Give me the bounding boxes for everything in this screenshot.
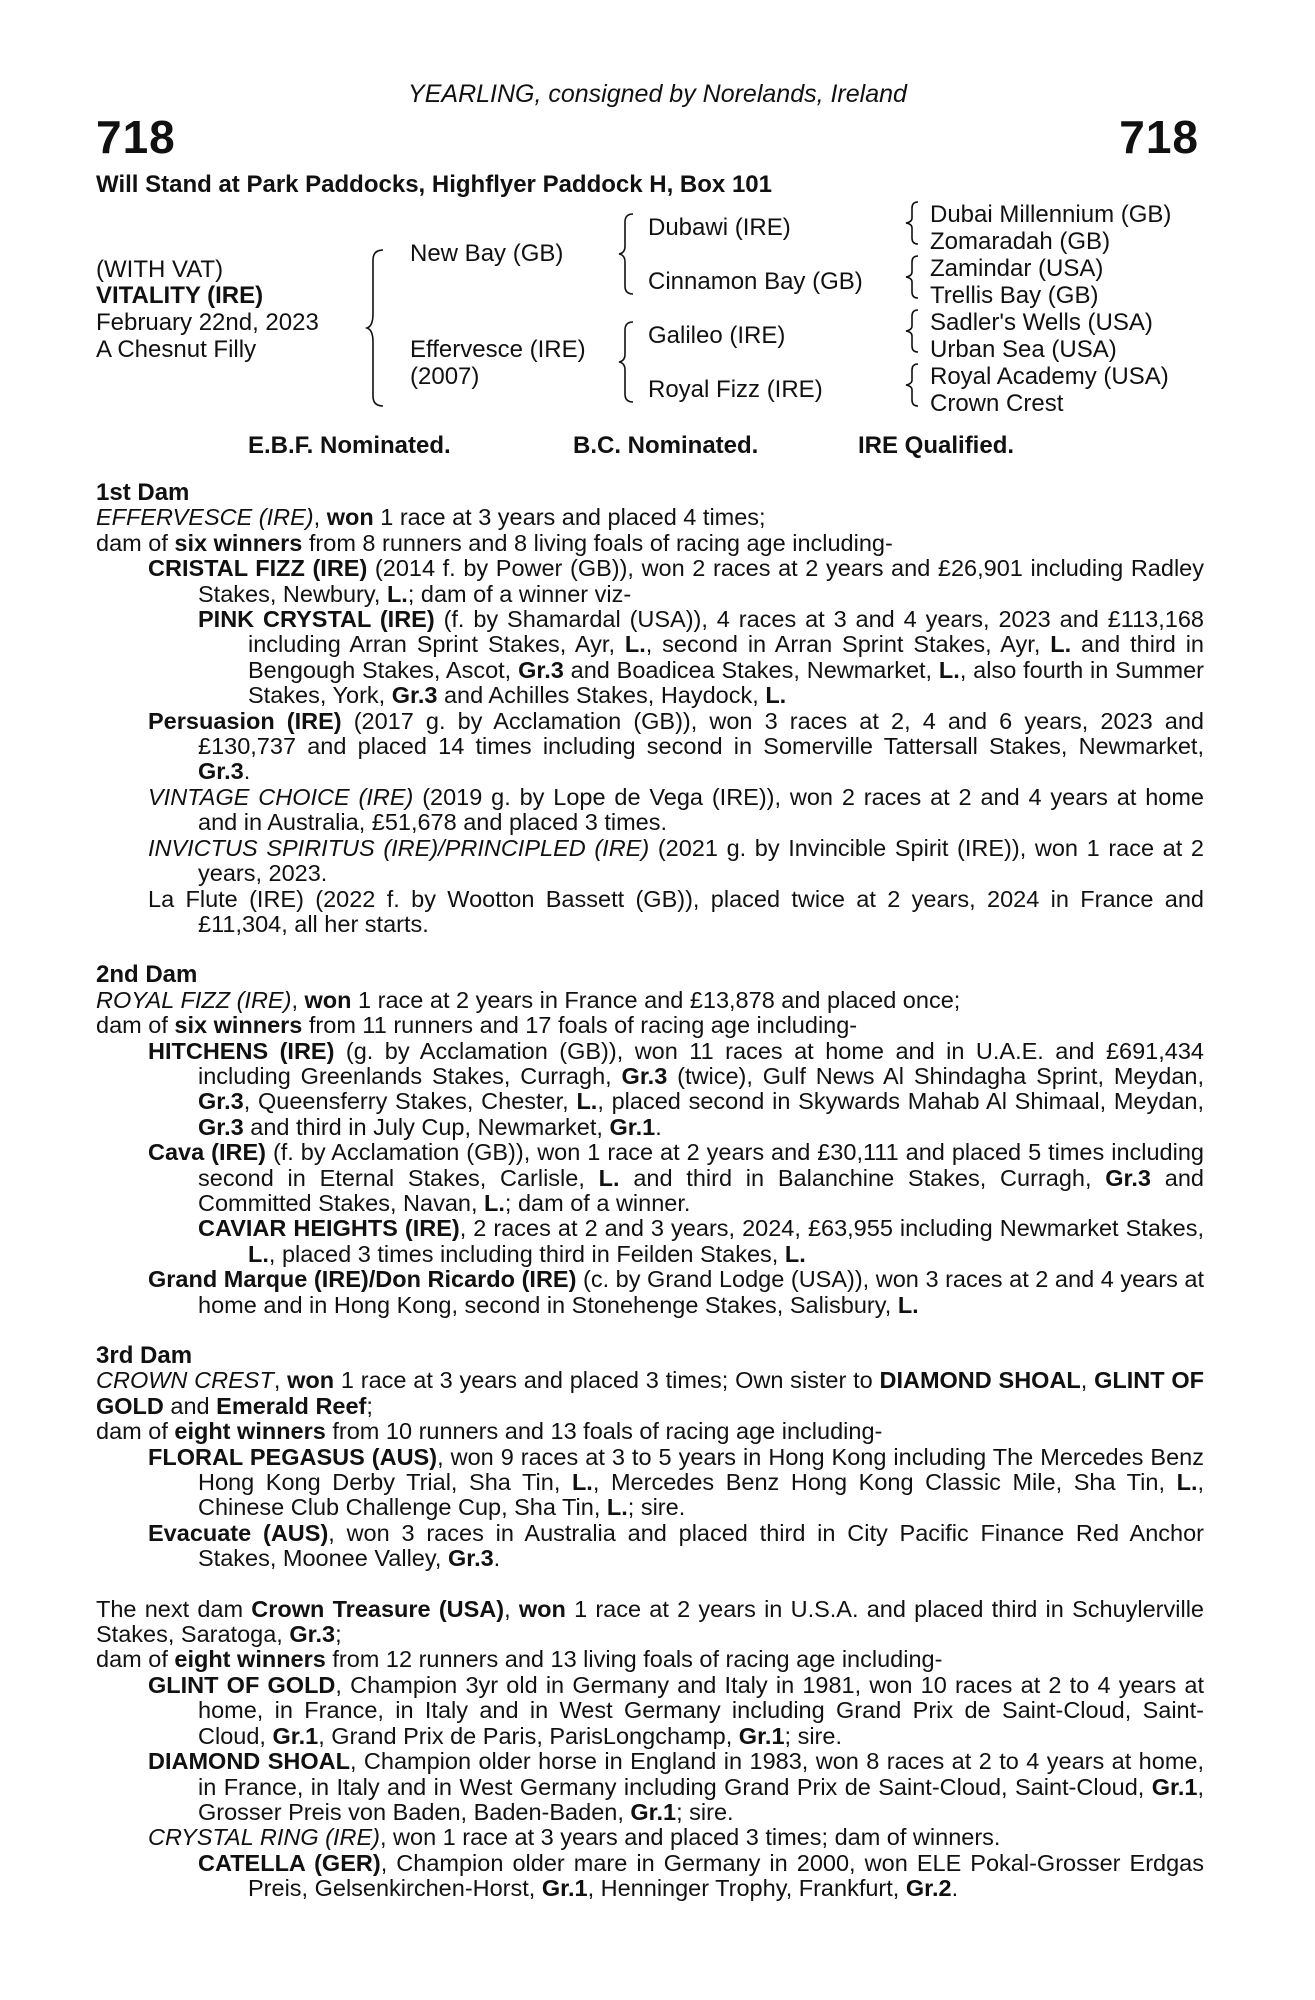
granddam-6: Urban Sea (USA): [930, 336, 1117, 363]
grandsire-1: Dubai Millennium (GB): [930, 201, 1172, 228]
ebf-nomination: E.B.F. Nominated.: [248, 432, 451, 459]
text-run: ; dam of a winner viz-: [407, 580, 632, 607]
sire-dam: Cinnamon Bay (GB): [648, 268, 863, 295]
pedigree-entry: [96, 1267, 1204, 1318]
text-run: Gr.3: [621, 1062, 668, 1089]
pedigree-entry: [96, 1419, 1204, 1444]
text-run: ;: [335, 1621, 342, 1648]
text-run: , 2 races at 2 and 3 years, 2024, £63,955 including Newmarket Stakes,: [459, 1215, 1204, 1242]
text-run: (c. by Grand Lodge (USA)), won 3 races at 2 and 4 years at home and in Hong Kong, second in Stonehenge Stakes, Salisbury,: [198, 1266, 1204, 1318]
text-run: L.: [484, 1189, 505, 1216]
text-run: Persuasion (IRE): [148, 707, 342, 734]
text-run: Cava (IRE): [148, 1139, 266, 1166]
pedigree-entry: [96, 1368, 1204, 1419]
text-run: The next dam: [96, 1595, 252, 1622]
text-run: won: [518, 1595, 566, 1622]
pedigree-entry: [96, 1673, 1204, 1749]
text-run: L.: [386, 580, 408, 607]
pedigree-entry: [96, 607, 1204, 709]
text-run: Gr.3: [198, 758, 244, 785]
text-run: DIAMOND SHOAL: [879, 1367, 1081, 1394]
family-section: [96, 480, 1204, 937]
pedigree-entry: [96, 556, 1204, 607]
grandsire-3: Zamindar (USA): [930, 255, 1104, 282]
text-run: (2021 g. by Invincible Spirit (IRE)), won 1 race at 2 years, 2023.: [198, 834, 1204, 887]
text-run: from 11 runners and 17 foals of racing age including-: [302, 1012, 858, 1039]
text-run: Gr.3: [1105, 1164, 1151, 1191]
text-run: ; sire.: [676, 1798, 734, 1825]
text-run: Gr.3: [289, 1621, 336, 1648]
text-run: CRISTAL FIZZ (IRE): [148, 555, 368, 582]
pedigree-entry: [96, 531, 1204, 556]
text-run: PINK CRYSTAL (IRE): [198, 606, 435, 633]
text-run: , Grosser Preis von Baden, Baden-Baden,: [198, 1773, 1204, 1825]
text-run: dam of: [96, 1418, 175, 1445]
dam-pages: [96, 480, 1204, 1927]
text-run: 1 race at 2 years in France and £13,878 and placed once;: [351, 986, 961, 1013]
pedigree-entry: [96, 1445, 1204, 1521]
text-run: , also fourth in Summer Stakes, York,: [248, 656, 1204, 709]
text-run: EFFERVESCE (IRE): [96, 504, 314, 531]
text-run: , Champion 3yr old in Germany and Italy in 1981, won 10 races at 2 to 4 years at home, in France, in Italy and in West Germany including Grand Prix de Saint-Cloud, Saint-Cloud,: [198, 1671, 1204, 1749]
text-run: L.: [1176, 1469, 1198, 1496]
text-run: ,: [313, 504, 327, 531]
text-run: 1 race at 2 years in U.S.A. and placed third in Schuylerville Stakes, Saratoga,: [96, 1595, 1204, 1648]
text-run: L.: [784, 1240, 806, 1267]
text-run: ; dam of a winner.: [504, 1189, 691, 1216]
text-run: Gr.1: [630, 1798, 677, 1825]
text-run: Gr.1: [541, 1875, 588, 1902]
text-run: , won 1 race at 3 years and placed 3 times; dam of winners.: [379, 1824, 1001, 1851]
text-run: .: [951, 1875, 959, 1902]
pedigree-entry: [96, 1647, 1204, 1672]
vat-note: (WITH VAT): [96, 256, 224, 283]
text-run: , Henninger Trophy, Frankfurt,: [587, 1875, 906, 1902]
foaling-date: February 22nd, 2023: [96, 309, 319, 336]
text-run: and: [163, 1392, 217, 1419]
text-run: six winners: [174, 1012, 303, 1039]
text-run: from 10 runners and 13 foals of racing age including-: [325, 1418, 883, 1445]
pedigree-entry: [96, 1597, 1204, 1648]
pedigree-entry: [96, 709, 1204, 785]
text-run: (g. by Acclamation (GB)), won 11 races at home and in U.A.E. and £691,434 including Greenlands Stakes, Curragh,: [198, 1037, 1204, 1089]
text-run: ,: [1080, 1367, 1095, 1394]
granddam-8: Crown Crest: [930, 390, 1064, 417]
section-title: 1st Dam: [96, 479, 190, 506]
dam-foaling-year: (2007): [410, 363, 480, 390]
granddam-4: Trellis Bay (GB): [930, 282, 1099, 309]
text-run: , Champion older horse in England in 1983, won 8 races at 2 to 4 years at home, in France, in Italy and in West Germany including Grand Prix de Saint-Cloud, Saint-Cloud,: [198, 1748, 1204, 1800]
text-run: and third in Balanchine Stakes, Curragh,: [619, 1164, 1106, 1191]
text-run: L.: [765, 682, 787, 709]
text-run: Gr.3: [198, 1088, 244, 1115]
pedigree-entry: [96, 1521, 1204, 1572]
lot-number-left: 718: [96, 111, 176, 163]
dam: Effervesce (IRE): [410, 336, 586, 363]
text-run: HITCHENS (IRE): [148, 1037, 335, 1064]
text-run: VINTAGE CHOICE (IRE): [148, 783, 414, 810]
text-run: , Queensferry Stakes, Chester,: [243, 1088, 577, 1115]
lot-description: A Chesnut Filly: [96, 336, 257, 363]
pedigree-entry: [96, 785, 1204, 836]
text-run: La Flute (IRE) (2022 f. by Wootton Bassett (GB)), placed twice at 2 years, 2024 in France and £11,304, all her starts.: [148, 885, 1204, 937]
text-run: ,: [504, 1595, 519, 1622]
text-run: FLORAL PEGASUS (AUS): [148, 1443, 438, 1470]
text-run: GLINT OF GOLD: [96, 1367, 1205, 1419]
family-section: [96, 962, 1204, 1318]
text-run: dam of: [96, 529, 175, 556]
sire-line-brace: [617, 212, 637, 296]
text-run: L.: [248, 1240, 269, 1267]
text-run: Evacuate (AUS): [148, 1519, 329, 1546]
text-run: (twice), Gulf News Al Shindagha Sprint, Meydan,: [667, 1062, 1204, 1089]
pedigree-entry: [96, 1013, 1204, 1038]
text-run: ,: [291, 986, 305, 1013]
text-run: dam of: [96, 1646, 175, 1673]
text-run: L.: [897, 1291, 919, 1318]
section-title: 3rd Dam: [96, 1342, 193, 1369]
text-run: L.: [576, 1088, 598, 1115]
text-run: and third in Bengough Stakes, Ascot,: [248, 631, 1204, 683]
text-run: and Achilles Stakes, Haydock,: [437, 682, 766, 709]
text-run: , placed second in Skywards Mahab Al Shimaal, Meydan,: [597, 1088, 1204, 1115]
g-brace-3: [904, 308, 922, 354]
sire-dam-brace: [365, 248, 387, 408]
bc-nomination: B.C. Nominated.: [573, 432, 759, 459]
text-run: 1 race at 3 years and placed 4 times;: [373, 504, 766, 531]
text-run: , won 3 races in Australia and placed third in City Pacific Finance Red Anchor Stakes, Moonee Valley,: [198, 1519, 1204, 1572]
text-run: , Mercedes Benz Hong Kong Classic Mile, Sha Tin,: [592, 1469, 1177, 1496]
text-run: (2019 g. by Lope de Vega (IRE)), won 2 races at 2 and 4 years at home and in Australia, £51,678 and placed 3 times.: [198, 783, 1204, 836]
text-run: CROWN CREST: [96, 1367, 274, 1394]
text-run: won: [287, 1367, 335, 1394]
text-run: ; sire.: [784, 1722, 842, 1749]
text-run: from 8 runners and 8 living foals of racing age including-: [302, 529, 893, 556]
grandsire-7: Royal Academy (USA): [930, 363, 1169, 390]
ire-qualification: IRE Qualified.: [858, 432, 1015, 459]
text-run: six winners: [174, 529, 303, 556]
text-run: CAVIAR HEIGHTS (IRE): [198, 1215, 460, 1242]
text-run: eight winners: [174, 1418, 326, 1445]
text-run: L.: [571, 1469, 593, 1496]
text-run: , Champion older mare in Germany in 2000, won ELE Pokal-Grosser Erdgas Preis, Gelsenkirchen-Horst,: [248, 1849, 1204, 1902]
text-run: won: [304, 986, 352, 1013]
text-run: ROYAL FIZZ (IRE): [96, 986, 292, 1013]
pedigree-entry: [96, 1851, 1204, 1902]
text-run: Gr.3: [447, 1545, 494, 1572]
text-run: (2017 g. by Acclamation (GB)), won 3 races at 2, 4 and 6 years, 2023 and £130,737 and placed 14 times including second in Somerville Tattersall Stakes, Newmarket,: [198, 707, 1205, 760]
pedigree-entry: [96, 1216, 1204, 1267]
pedigree-entry: [96, 1825, 1204, 1850]
text-run: (2014 f. by Power (GB)), won 2 races at 2 years and £26,901 including Radley Stakes, Newbury,: [198, 555, 1204, 607]
text-run: , won 9 races at 3 to 5 years in Hong Kong including The Mercedes Benz Hong Kong Derby Trial, Sha Tin,: [198, 1443, 1204, 1496]
g-brace-4: [904, 362, 922, 408]
pedigree-entry: [96, 836, 1204, 887]
pedigree-entry: [96, 1039, 1204, 1141]
g-brace-2: [904, 254, 922, 300]
text-run: and Boadicea Stakes, Newmarket,: [563, 656, 939, 683]
text-run: INVICTUS SPIRITUS (IRE)/PRINCIPLED (IRE): [148, 834, 650, 861]
pedigree-entry: [96, 505, 1204, 530]
granddam-2: Zomaradah (GB): [930, 228, 1111, 255]
text-run: Gr.3: [518, 656, 564, 683]
family-section: [96, 1597, 1204, 1902]
grandsire-5: Sadler's Wells (USA): [930, 309, 1153, 336]
dam-dam: Royal Fizz (IRE): [648, 376, 823, 403]
text-run: L.: [938, 656, 960, 683]
text-run: Emerald Reef: [216, 1392, 367, 1419]
text-run: , placed 3 times including third in Feilden Stakes,: [268, 1240, 785, 1267]
text-run: dam of: [96, 1012, 175, 1039]
text-run: , Grand Prix de Paris, ParisLongchamp,: [318, 1722, 739, 1749]
section-title: 2nd Dam: [96, 961, 198, 989]
family-section: [96, 1343, 1204, 1572]
pedigree-entry: [96, 1140, 1204, 1216]
text-run: GLINT OF GOLD: [148, 1671, 336, 1698]
text-run: eight winners: [174, 1646, 326, 1673]
text-run: L.: [598, 1164, 620, 1191]
text-run: Gr.3: [391, 682, 438, 709]
text-run: Gr.2: [905, 1875, 952, 1902]
text-run: Gr.1: [272, 1722, 319, 1749]
lot-number-right: 718: [1119, 111, 1199, 163]
text-run: ,: [273, 1367, 288, 1394]
text-run: Gr.3: [198, 1113, 244, 1140]
dam-sire: Galileo (IRE): [648, 322, 786, 349]
text-run: ;: [366, 1392, 373, 1419]
text-run: , second in Arran Sprint Stakes, Ayr,: [645, 631, 1051, 658]
text-run: , Chinese Club Challenge Cup, Sha Tin,: [198, 1469, 1205, 1521]
consignor-line: YEARLING, consigned by Norelands, Ireland: [408, 80, 907, 108]
pedigree-entry: [96, 1749, 1204, 1825]
text-run: won: [326, 504, 374, 531]
pedigree-entry: [96, 887, 1204, 938]
text-run: CATELLA (GER): [198, 1849, 381, 1876]
text-run: from 12 runners and 13 living foals of racing age including-: [325, 1646, 943, 1673]
pedigree-entry: [96, 988, 1204, 1013]
text-run: 1 race at 3 years and placed 3 times; Own sister to: [334, 1367, 880, 1394]
text-run: Grand Marque (IRE)/Don Ricardo (IRE): [148, 1266, 577, 1293]
text-run: Gr.1: [1151, 1773, 1198, 1800]
dam-line-brace: [617, 320, 637, 404]
text-run: L.: [1050, 631, 1072, 658]
text-run: and Committed Stakes, Navan,: [198, 1164, 1204, 1216]
lot-name: VITALITY (IRE): [96, 282, 264, 309]
stabling-location: Will Stand at Park Paddocks, Highflyer Paddock H, Box 101: [96, 171, 772, 198]
text-run: L.: [606, 1494, 628, 1521]
text-run: .: [493, 1545, 501, 1572]
text-run: and third in July Cup, Newmarket,: [243, 1113, 610, 1140]
sire-sire: Dubawi (IRE): [648, 214, 791, 241]
text-run: Crown Treasure (USA): [251, 1595, 505, 1622]
text-run: CRYSTAL RING (IRE): [148, 1824, 380, 1851]
text-run: (f. by Acclamation (GB)), won 1 race at 2 years and £30,111 and placed 5 times including second in Eternal Stakes, Carlisle,: [198, 1139, 1204, 1191]
sire: New Bay (GB): [410, 240, 564, 267]
text-run: .: [655, 1113, 662, 1140]
text-run: DIAMOND SHOAL: [148, 1748, 350, 1775]
text-run: L.: [624, 631, 646, 658]
text-run: ; sire.: [627, 1494, 686, 1521]
text-run: Gr.1: [609, 1113, 656, 1140]
g-brace-1: [904, 200, 922, 246]
text-run: Gr.1: [738, 1722, 785, 1749]
text-run: .: [243, 758, 251, 785]
text-run: (f. by Shamardal (USA)), 4 races at 3 and 4 years, 2023 and £113,168 including Arran Sprint Stakes, Ayr,: [248, 606, 1204, 658]
